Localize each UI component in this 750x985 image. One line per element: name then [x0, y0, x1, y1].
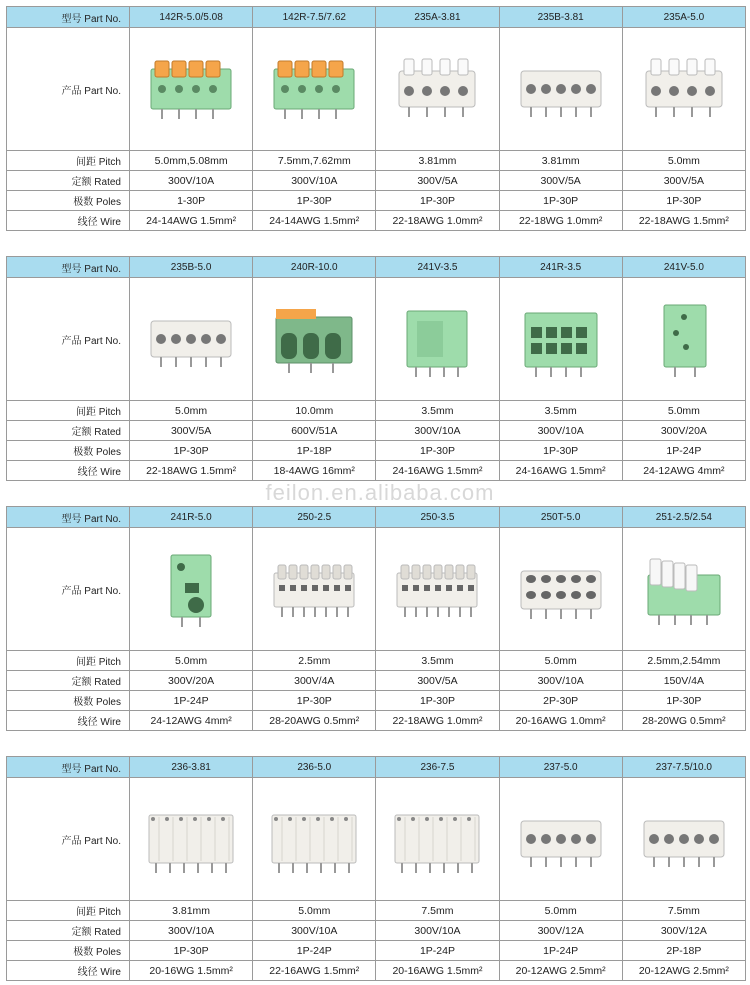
- row-model: [7, 507, 746, 528]
- cell-rated: 300V/5A: [376, 171, 499, 191]
- cell-wire: 22-16AWG 1.5mm²: [253, 961, 376, 981]
- row-img: [7, 28, 746, 151]
- product-image: [376, 278, 499, 401]
- cell-wire: 24-12AWG 4mm²: [622, 461, 745, 481]
- spec-table-1: [6, 6, 746, 231]
- cell-poles: 1P-30P: [253, 191, 376, 211]
- row-wire: [7, 211, 746, 231]
- terminal-block-icon: [387, 549, 487, 629]
- cell-model: 235A-3.81: [376, 7, 499, 28]
- cell-pitch: 7.5mm,7.62mm: [253, 151, 376, 171]
- cell-rated: 300V/20A: [130, 671, 253, 691]
- cell-model: 142R-7.5/7.62: [253, 7, 376, 28]
- product-image: [499, 278, 622, 401]
- terminal-block-icon: [264, 49, 364, 129]
- cell-poles: 1P-24P: [253, 941, 376, 961]
- row-img: [7, 278, 746, 401]
- cell-rated: 300V/10A: [130, 171, 253, 191]
- row-label-wire: 线径 Wire: [7, 211, 130, 231]
- row-rated: [7, 671, 746, 691]
- cell-poles: 2P-18P: [622, 941, 745, 961]
- cell-model: 241V-3.5: [376, 257, 499, 278]
- cell-wire: 22-18AWG 1.5mm²: [130, 461, 253, 481]
- row-model: [7, 757, 746, 778]
- cell-rated: 300V/10A: [253, 171, 376, 191]
- cell-pitch: 10.0mm: [253, 401, 376, 421]
- row-poles: [7, 441, 746, 461]
- cell-poles: 1P-24P: [499, 941, 622, 961]
- cell-rated: 150V/4A: [622, 671, 745, 691]
- product-image: [376, 28, 499, 151]
- cell-wire: 24-12AWG 4mm²: [130, 711, 253, 731]
- cell-wire: 24-16AWG 1.5mm²: [376, 461, 499, 481]
- cell-model: 237-7.5/10.0: [622, 757, 745, 778]
- spec-table-2: [6, 256, 746, 481]
- cell-pitch: 5.0mm: [130, 401, 253, 421]
- terminal-block-icon: [634, 49, 734, 129]
- cell-poles: 1P-30P: [253, 691, 376, 711]
- terminal-block-icon: [511, 549, 611, 629]
- cell-poles: 1P-30P: [130, 441, 253, 461]
- cell-rated: 300V/20A: [622, 421, 745, 441]
- row-label-rated: 定额 Rated: [7, 421, 130, 441]
- terminal-block-icon: [387, 299, 487, 379]
- cell-rated: 300V/5A: [622, 171, 745, 191]
- cell-poles: 1P-30P: [622, 691, 745, 711]
- row-model: [7, 257, 746, 278]
- product-image: [499, 528, 622, 651]
- cell-wire: 22-18WG 1.0mm²: [499, 211, 622, 231]
- product-image: [130, 528, 253, 651]
- terminal-block-icon: [387, 49, 487, 129]
- cell-model: 251-2.5/2.54: [622, 507, 745, 528]
- row-label-poles: 极数 Poles: [7, 441, 130, 461]
- cell-pitch: 2.5mm: [253, 651, 376, 671]
- cell-model: 250-3.5: [376, 507, 499, 528]
- product-image: [499, 778, 622, 901]
- cell-poles: 1P-24P: [622, 441, 745, 461]
- cell-pitch: 5.0mm: [253, 901, 376, 921]
- terminal-block-icon: [141, 549, 241, 629]
- terminal-block-icon: [634, 799, 734, 879]
- row-label-model: 型号 Part No.: [7, 7, 130, 28]
- product-image: [376, 528, 499, 651]
- cell-poles: 1P-30P: [376, 191, 499, 211]
- cell-model: 241V-5.0: [622, 257, 745, 278]
- product-image: [253, 528, 376, 651]
- terminal-block-icon: [141, 299, 241, 379]
- cell-pitch: 3.5mm: [376, 401, 499, 421]
- cell-rated: 300V/5A: [499, 171, 622, 191]
- row-label-pitch: 间距 Pitch: [7, 651, 130, 671]
- terminal-block-icon: [264, 799, 364, 879]
- cell-model: 250T-5.0: [499, 507, 622, 528]
- row-rated: [7, 421, 746, 441]
- product-image: [622, 778, 745, 901]
- row-pitch: [7, 901, 746, 921]
- terminal-block-icon: [511, 799, 611, 879]
- cell-poles: 1P-30P: [622, 191, 745, 211]
- cell-wire: 24-14AWG 1.5mm²: [253, 211, 376, 231]
- terminal-block-icon: [634, 549, 734, 629]
- product-image: [376, 778, 499, 901]
- cell-pitch: 2.5mm,2.54mm: [622, 651, 745, 671]
- cell-pitch: 5.0mm: [130, 651, 253, 671]
- terminal-block-icon: [634, 299, 734, 379]
- cell-poles: 1P-30P: [499, 441, 622, 461]
- cell-wire: 22-18AWG 1.0mm²: [376, 711, 499, 731]
- cell-model: 142R-5.0/5.08: [130, 7, 253, 28]
- cell-poles: 1-30P: [130, 191, 253, 211]
- row-img: [7, 778, 746, 901]
- row-label-wire: 线径 Wire: [7, 961, 130, 981]
- row-label-pitch: 间距 Pitch: [7, 901, 130, 921]
- product-image: [253, 778, 376, 901]
- row-label-pitch: 间距 Pitch: [7, 151, 130, 171]
- cell-pitch: 5.0mm: [499, 651, 622, 671]
- cell-poles: 1P-24P: [130, 691, 253, 711]
- row-label-poles: 极数 Poles: [7, 191, 130, 211]
- cell-poles: 1P-30P: [499, 191, 622, 211]
- product-image: [622, 28, 745, 151]
- row-poles: [7, 691, 746, 711]
- cell-rated: 300V/10A: [376, 421, 499, 441]
- terminal-block-icon: [511, 49, 611, 129]
- cell-wire: 22-18AWG 1.0mm²: [376, 211, 499, 231]
- cell-model: 236-3.81: [130, 757, 253, 778]
- row-pitch: [7, 651, 746, 671]
- cell-pitch: 5.0mm: [622, 401, 745, 421]
- row-wire: [7, 711, 746, 731]
- cell-rated: 300V/5A: [376, 671, 499, 691]
- cell-poles: 1P-18P: [253, 441, 376, 461]
- row-pitch: [7, 401, 746, 421]
- row-label-img: 产品 Part No.: [7, 528, 130, 651]
- row-model: [7, 7, 746, 28]
- terminal-block-icon: [511, 299, 611, 379]
- row-label-model: 型号 Part No.: [7, 257, 130, 278]
- row-img: [7, 528, 746, 651]
- cell-rated: 300V/5A: [130, 421, 253, 441]
- product-image: [253, 28, 376, 151]
- cell-wire: 20-12AWG 2.5mm²: [499, 961, 622, 981]
- cell-rated: 600V/51A: [253, 421, 376, 441]
- row-label-rated: 定额 Rated: [7, 921, 130, 941]
- product-image: [130, 28, 253, 151]
- cell-model: 241R-3.5: [499, 257, 622, 278]
- terminal-block-icon: [264, 549, 364, 629]
- cell-pitch: 3.5mm: [499, 401, 622, 421]
- row-label-wire: 线径 Wire: [7, 711, 130, 731]
- terminal-block-icon: [264, 299, 364, 379]
- cell-model: 237-5.0: [499, 757, 622, 778]
- cell-rated: 300V/12A: [622, 921, 745, 941]
- cell-rated: 300V/10A: [130, 921, 253, 941]
- product-image: [622, 278, 745, 401]
- cell-wire: 24-14AWG 1.5mm²: [130, 211, 253, 231]
- cell-pitch: 3.81mm: [130, 901, 253, 921]
- cell-poles: 2P-30P: [499, 691, 622, 711]
- product-image: [130, 278, 253, 401]
- row-label-pitch: 间距 Pitch: [7, 401, 130, 421]
- row-label-wire: 线径 Wire: [7, 461, 130, 481]
- cell-rated: 300V/12A: [499, 921, 622, 941]
- cell-model: 236-5.0: [253, 757, 376, 778]
- spec-table-4: [6, 756, 746, 981]
- cell-wire: 20-12AWG 2.5mm²: [622, 961, 745, 981]
- cell-rated: 300V/10A: [376, 921, 499, 941]
- cell-wire: 20-16AWG 1.0mm²: [499, 711, 622, 731]
- cell-pitch: 5.0mm: [622, 151, 745, 171]
- cell-poles: 1P-30P: [130, 941, 253, 961]
- cell-pitch: 7.5mm: [622, 901, 745, 921]
- row-label-poles: 极数 Poles: [7, 691, 130, 711]
- product-image: [130, 778, 253, 901]
- product-image: [253, 278, 376, 401]
- cell-model: 235A-5.0: [622, 7, 745, 28]
- cell-pitch: 7.5mm: [376, 901, 499, 921]
- cell-wire: 20-16WG 1.5mm²: [130, 961, 253, 981]
- cell-pitch: 3.81mm: [376, 151, 499, 171]
- cell-wire: 28-20AWG 0.5mm²: [253, 711, 376, 731]
- row-poles: [7, 941, 746, 961]
- terminal-block-icon: [141, 49, 241, 129]
- cell-pitch: 3.5mm: [376, 651, 499, 671]
- cell-wire: 24-16AWG 1.5mm²: [499, 461, 622, 481]
- product-image: [622, 528, 745, 651]
- cell-wire: 20-16AWG 1.5mm²: [376, 961, 499, 981]
- row-label-img: 产品 Part No.: [7, 28, 130, 151]
- cell-rated: 300V/10A: [253, 921, 376, 941]
- row-label-poles: 极数 Poles: [7, 941, 130, 961]
- row-label-rated: 定额 Rated: [7, 671, 130, 691]
- cell-model: 235B-3.81: [499, 7, 622, 28]
- watermark: feilon.en.alibaba.com: [265, 480, 495, 505]
- row-wire: [7, 961, 746, 981]
- cell-rated: 300V/10A: [499, 671, 622, 691]
- terminal-block-icon: [387, 799, 487, 879]
- product-image: [499, 28, 622, 151]
- row-poles: [7, 191, 746, 211]
- row-label-model: 型号 Part No.: [7, 507, 130, 528]
- cell-poles: 1P-30P: [376, 691, 499, 711]
- cell-model: 236-7.5: [376, 757, 499, 778]
- cell-model: 250-2.5: [253, 507, 376, 528]
- row-label-img: 产品 Part No.: [7, 278, 130, 401]
- row-label-img: 产品 Part No.: [7, 778, 130, 901]
- cell-model: 235B-5.0: [130, 257, 253, 278]
- row-pitch: [7, 151, 746, 171]
- row-label-rated: 定额 Rated: [7, 171, 130, 191]
- cell-model: 241R-5.0: [130, 507, 253, 528]
- cell-poles: 1P-24P: [376, 941, 499, 961]
- spec-table-3: [6, 506, 746, 731]
- cell-rated: 300V/10A: [499, 421, 622, 441]
- cell-poles: 1P-30P: [376, 441, 499, 461]
- row-label-model: 型号 Part No.: [7, 757, 130, 778]
- row-wire: [7, 461, 746, 481]
- cell-pitch: 3.81mm: [499, 151, 622, 171]
- row-rated: [7, 171, 746, 191]
- terminal-block-icon: [141, 799, 241, 879]
- cell-wire: 28-20WG 0.5mm²: [622, 711, 745, 731]
- cell-pitch: 5.0mm,5.08mm: [130, 151, 253, 171]
- cell-wire: 18-4AWG 16mm²: [253, 461, 376, 481]
- cell-model: 240R-10.0: [253, 257, 376, 278]
- cell-pitch: 5.0mm: [499, 901, 622, 921]
- cell-rated: 300V/4A: [253, 671, 376, 691]
- row-rated: [7, 921, 746, 941]
- cell-wire: 22-18AWG 1.5mm²: [622, 211, 745, 231]
